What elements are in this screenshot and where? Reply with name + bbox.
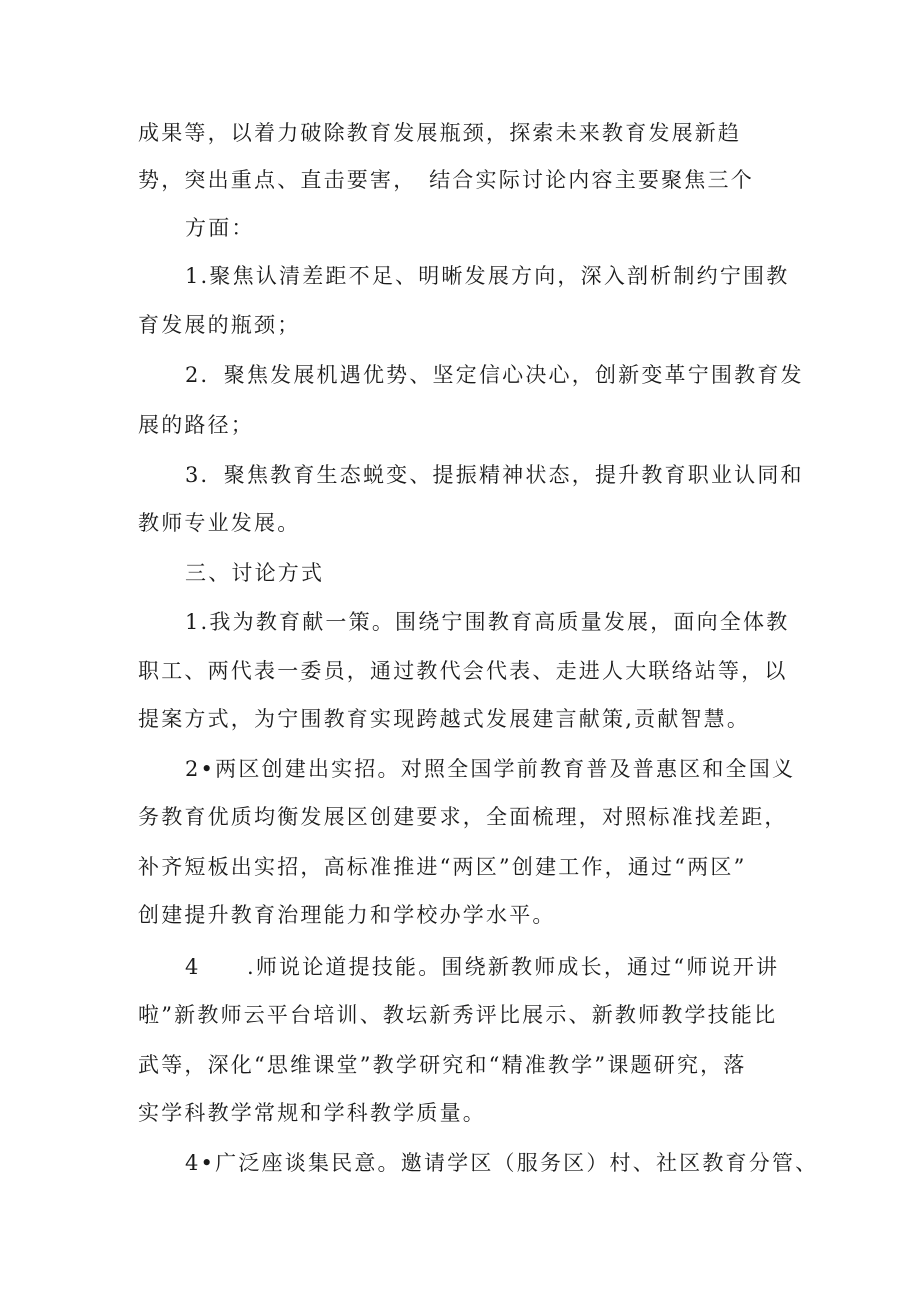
paragraph-line: 4•广泛座谈集民意。邀请学区（服务区）村、社区教育分管、 bbox=[185, 1151, 819, 1175]
paragraph-line: 方面： bbox=[185, 216, 255, 240]
paragraph-line: 1.聚焦认清差距不足、明晰发展方向，深入剖析制约宁围教 bbox=[185, 264, 790, 288]
paragraph-line: 3．聚焦教育生态蜕变、提振精神状态，提升教育职业认同和 bbox=[185, 463, 804, 487]
paragraph-line: 4 .师说论道提技能。围绕新教师成长，通过“师说开讲 bbox=[185, 955, 780, 979]
paragraph-line: 啦”新教师云平台培训、教坛新秀评比展示、新教师教学技能比 bbox=[138, 1003, 778, 1027]
paragraph-line: 教师专业发展。 bbox=[138, 511, 301, 535]
paragraph-line: 1.我为教育献一策。围绕宁围教育高质量发展，面向全体教 bbox=[185, 610, 790, 634]
paragraph-line: 实学科教学常规和学科教学质量。 bbox=[138, 1101, 486, 1125]
paragraph-line: 2•两区创建出实招。对照全国学前教育普及普惠区和全国义 bbox=[185, 757, 796, 781]
paragraph-line: 展的路径； bbox=[138, 413, 254, 437]
paragraph-line: 创建提升教育治理能力和学校办学水平。 bbox=[138, 903, 556, 927]
paragraph-line: 2．聚焦发展机遇优势、坚定信心决心，创新变革宁围教育发 bbox=[185, 363, 804, 387]
paragraph-line: 成果等，以着力破除教育发展瓶颈，探索未来教育发展新趋 bbox=[138, 121, 742, 145]
paragraph-line: 提案方式，为宁围教育实现跨越式发展建言献策,贡献智慧。 bbox=[138, 707, 751, 731]
paragraph-line: 势，突出重点、直击要害， 结合实际讨论内容主要聚焦三个 bbox=[138, 168, 754, 192]
paragraph-line: 职工、两代表一委员，通过教代会代表、走进人大联络站等，以 bbox=[138, 659, 788, 683]
paragraph-line: 补齐短板出实招，高标准推进“两区”创建工作，通过“两区” bbox=[138, 855, 747, 879]
paragraph-line: 武等，深化“思维课堂”教学研究和“精准教学”课题研究，落 bbox=[138, 1053, 747, 1077]
section-heading: 三、讨论方式 bbox=[185, 561, 325, 585]
paragraph-line: 务教育优质均衡发展区创建要求，全面梳理，对照标准找差距， bbox=[138, 805, 788, 829]
paragraph-line: 育发展的瓶颈； bbox=[138, 313, 301, 337]
